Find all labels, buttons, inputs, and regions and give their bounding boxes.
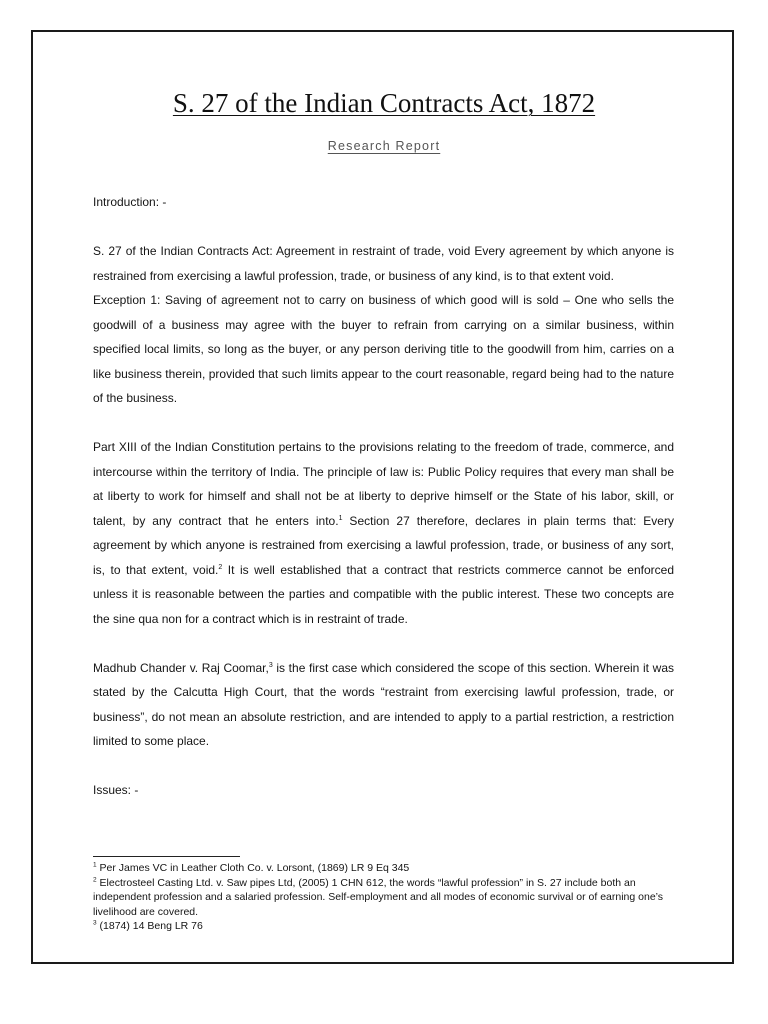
document-subtitle: Research Report	[327, 139, 441, 153]
footnote-3	[93, 919, 674, 934]
exception-text: Exception 1: Saving of agreement not to carry on business of which good will is sold – One who sells the goodwill of a business may agree with the buyer to refrain from carrying on a similar business, within specified local limits, so long as the buyer, or any person deriving title to the goodwill from him, carries on a like business therein, provided that such limits appear to the court reasonable, regard being had to the nature of the business.	[93, 293, 674, 405]
document-title: S. 27 of the Indian Contracts Act, 1872	[172, 88, 596, 118]
footnote-number: 2	[93, 876, 97, 883]
footnote-ref-1[interactable]: 1	[338, 514, 343, 522]
footnotes	[93, 861, 674, 934]
footnote-text: Electrosteel Casting Ltd. v. Saw pipes Ltd, (2005) 1 CHN 612, the words “lawful profession” in S. 27 include both an independent profession and a salaried profession. Self-employment and all modes of economic survival or of earning one’s livelihood are covered.	[93, 876, 664, 918]
footnote-text: (1874) 14 Beng LR 76	[96, 920, 203, 932]
paragraph-part-xiii	[93, 435, 674, 631]
section-text: S. 27 of the Indian Contracts Act: Agreement in restraint of trade, void Every agreement by which anyone is restrained from exercising a lawful profession, trade, or business of any kind, is to that extent void.	[93, 244, 674, 283]
paragraph-madhub-chander	[93, 656, 674, 754]
paragraph-text: Madhub Chander v. Raj Coomar,	[93, 660, 269, 675]
footnote-1	[93, 861, 674, 876]
paragraph-text: Section 27 therefore, declares in plain terms that: Every agreement by which anyone is restrained from exercising a lawful profession, trade, or business of any sort, is, to that extent, void.	[93, 513, 674, 577]
footnote-ref-3[interactable]: 3	[268, 661, 273, 669]
footnote-separator	[93, 856, 240, 857]
footnote-number: 1	[93, 861, 97, 869]
paragraph-text: is the first case which considered the scope of this section. Wherein it was stated by the Calcutta High Court, that the words “restraint from exercising lawful profession, trade, or business”, do not mean an absolute restriction, and are intended to apply to a partial restriction, a restriction limited to some place.	[93, 660, 674, 748]
paragraph-text: Part XIII of the Indian Constitution pertains to the provisions relating to the freedom of trade, commerce, and intercourse within the territory of India. The principle of law is: Public Policy requires that every man shall be at liberty to work for himself and shall not be at liberty to deprive himself or the State of his labor, skill, or talent, by any contract that he enters into.	[93, 440, 674, 528]
introduction-heading: Introduction: -	[93, 195, 167, 209]
footnote-text: Per James VC in Leather Cloth Co. v. Lorsont, (1869) LR 9 Eq 345	[96, 862, 410, 874]
footnote-2	[93, 876, 674, 920]
document-body	[93, 190, 674, 803]
footnote-ref-2[interactable]: 2	[218, 563, 223, 571]
issues-heading: Issues: -	[93, 783, 139, 797]
footnote-number: 3	[93, 919, 97, 927]
paragraph-text: It is well established that a contract that restricts commerce cannot be enforced unless it is reasonable between the parties and compatible with the public interest. These two concepts are the sine qua non for a contract which is in restraint of trade.	[93, 562, 674, 626]
